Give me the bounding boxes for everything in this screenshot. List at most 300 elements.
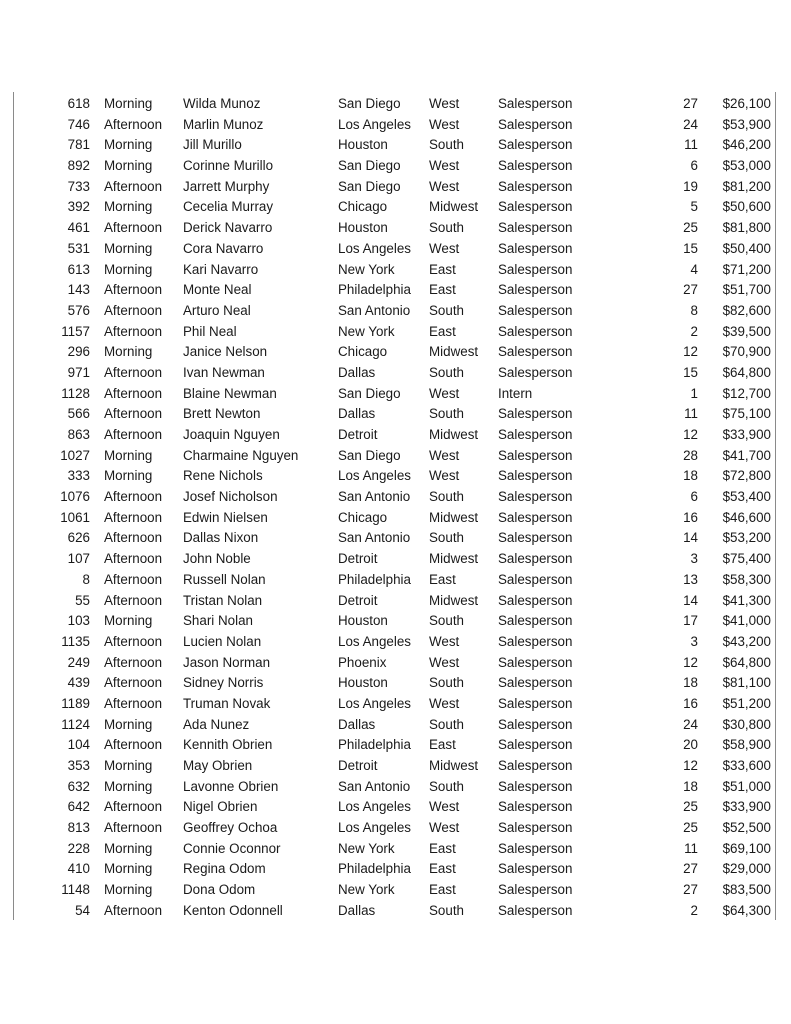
city-cell: Philadelphia xyxy=(338,861,411,877)
name-cell: Geoffrey Ochoa xyxy=(183,820,278,836)
salary-cell: $64,800 xyxy=(722,654,771,670)
table-row xyxy=(0,466,791,487)
name-cell: Connie Oconnor xyxy=(183,840,281,856)
years-cell: 14 xyxy=(683,530,698,546)
role-cell: Salesperson xyxy=(498,199,573,215)
years-cell: 11 xyxy=(684,406,698,422)
employee-id-cell: 566 xyxy=(67,406,90,422)
role-cell: Salesperson xyxy=(498,861,573,877)
employee-id-cell: 613 xyxy=(67,261,90,277)
employee-id-cell: 1061 xyxy=(60,509,90,525)
role-cell: Salesperson xyxy=(498,799,573,815)
salary-cell: $46,600 xyxy=(722,509,771,525)
shift-cell: Afternoon xyxy=(104,799,163,815)
years-cell: 3 xyxy=(690,551,698,567)
role-cell: Salesperson xyxy=(498,613,573,629)
shift-cell: Morning xyxy=(104,716,153,732)
role-cell: Salesperson xyxy=(498,675,573,691)
shift-cell: Morning xyxy=(104,840,153,856)
name-cell: Brett Newton xyxy=(183,406,261,422)
shift-cell: Morning xyxy=(104,468,153,484)
table-row xyxy=(0,280,791,301)
salary-cell: $83,500 xyxy=(722,882,771,898)
employee-id-cell: 107 xyxy=(67,551,90,567)
table-row xyxy=(0,135,791,156)
salary-cell: $33,900 xyxy=(722,427,771,442)
salary-cell: $64,800 xyxy=(722,364,771,380)
years-cell: 14 xyxy=(683,592,698,608)
role-cell: Salesperson xyxy=(498,551,573,567)
region-cell: South xyxy=(429,302,464,318)
role-cell: Salesperson xyxy=(498,447,573,463)
employee-id-cell: 1124 xyxy=(61,716,90,732)
employee-id-cell: 813 xyxy=(67,820,90,836)
role-cell: Salesperson xyxy=(498,344,573,360)
table-row xyxy=(0,156,791,177)
role-cell: Salesperson xyxy=(498,220,573,236)
city-cell: New York xyxy=(338,840,395,856)
salary-cell: $29,000 xyxy=(722,861,771,877)
salary-cell: $41,000 xyxy=(722,613,771,629)
table-row xyxy=(0,735,791,756)
shift-cell: Afternoon xyxy=(104,737,163,753)
salary-cell: $69,100 xyxy=(722,840,771,856)
table-row xyxy=(0,797,791,818)
city-cell: Dallas xyxy=(338,902,376,918)
region-cell: Midwest xyxy=(429,427,479,442)
employee-id-cell: 296 xyxy=(67,344,90,360)
city-cell: Houston xyxy=(338,137,388,153)
region-cell: West xyxy=(429,158,460,174)
region-cell: Midwest xyxy=(429,758,479,773)
shift-cell: Afternoon xyxy=(104,406,163,422)
employee-id-cell: 461 xyxy=(67,220,90,236)
city-cell: Chicago xyxy=(338,199,388,215)
employee-id-cell: 863 xyxy=(67,427,90,442)
years-cell: 25 xyxy=(683,820,698,836)
city-cell: Houston xyxy=(338,220,388,236)
salary-cell: $51,200 xyxy=(722,695,771,711)
salary-cell: $43,200 xyxy=(722,633,771,649)
name-cell: May Obrien xyxy=(183,758,253,773)
table-row xyxy=(0,839,791,860)
employee-id-cell: 103 xyxy=(67,613,90,629)
role-cell: Salesperson xyxy=(498,137,573,153)
years-cell: 19 xyxy=(683,178,698,194)
region-cell: Midwest xyxy=(429,199,479,215)
shift-cell: Morning xyxy=(104,447,153,463)
years-cell: 25 xyxy=(683,799,698,815)
city-cell: New York xyxy=(338,261,395,277)
city-cell: Los Angeles xyxy=(338,799,411,815)
role-cell: Salesperson xyxy=(498,633,573,649)
salary-cell: $58,300 xyxy=(722,571,771,587)
city-cell: Phoenix xyxy=(338,654,387,670)
years-cell: 11 xyxy=(684,840,698,856)
name-cell: Phil Neal xyxy=(183,323,237,339)
table-row xyxy=(0,363,791,384)
salary-cell: $81,200 xyxy=(722,178,771,194)
table-row xyxy=(0,859,791,880)
city-cell: Los Angeles xyxy=(338,820,411,836)
years-cell: 15 xyxy=(683,240,698,256)
name-cell: Shari Nolan xyxy=(183,613,253,629)
table-row xyxy=(0,487,791,508)
region-cell: South xyxy=(429,902,464,918)
name-cell: Lucien Nolan xyxy=(183,633,262,649)
city-cell: Houston xyxy=(338,675,388,691)
salary-cell: $12,700 xyxy=(722,385,771,401)
city-cell: Detroit xyxy=(338,592,378,608)
salary-cell: $52,500 xyxy=(722,820,771,836)
city-cell: Los Angeles xyxy=(338,695,411,711)
employee-id-cell: 1135 xyxy=(61,633,90,649)
region-cell: South xyxy=(429,613,464,629)
name-cell: Edwin Nielsen xyxy=(183,509,268,525)
region-cell: Midwest xyxy=(429,551,479,567)
employee-id-cell: 54 xyxy=(75,902,90,918)
years-cell: 6 xyxy=(690,158,698,174)
shift-cell: Morning xyxy=(104,158,153,174)
region-cell: West xyxy=(429,447,460,463)
salary-cell: $75,400 xyxy=(722,551,771,567)
table-row xyxy=(0,425,791,446)
city-cell: Los Angeles xyxy=(338,240,411,256)
role-cell: Salesperson xyxy=(498,840,573,856)
shift-cell: Afternoon xyxy=(104,633,163,649)
region-cell: South xyxy=(429,716,464,732)
region-cell: West xyxy=(429,820,460,836)
shift-cell: Morning xyxy=(104,344,153,360)
region-cell: West xyxy=(429,116,460,132)
employee-id-cell: 1148 xyxy=(61,882,90,898)
years-cell: 24 xyxy=(683,716,698,732)
region-cell: West xyxy=(429,385,460,401)
years-cell: 2 xyxy=(690,323,698,339)
salary-cell: $53,400 xyxy=(722,489,771,505)
region-cell: Midwest xyxy=(429,344,479,360)
table-row xyxy=(0,901,791,922)
name-cell: Cecelia Murray xyxy=(183,199,274,215)
employee-id-cell: 143 xyxy=(67,282,90,298)
role-cell: Salesperson xyxy=(498,902,573,918)
salary-cell: $71,200 xyxy=(722,261,771,277)
years-cell: 18 xyxy=(683,468,698,484)
years-cell: 12 xyxy=(683,654,698,670)
name-cell: Cora Navarro xyxy=(183,240,264,256)
role-cell: Salesperson xyxy=(498,654,573,670)
table-row xyxy=(0,446,791,467)
years-cell: 12 xyxy=(683,427,698,442)
years-cell: 1 xyxy=(690,385,698,401)
city-cell: Houston xyxy=(338,613,388,629)
city-cell: Detroit xyxy=(338,427,378,442)
role-cell: Salesperson xyxy=(498,530,573,546)
table-row xyxy=(0,197,791,218)
role-cell: Salesperson xyxy=(498,716,573,732)
name-cell: Truman Novak xyxy=(183,695,271,711)
table-row xyxy=(0,404,791,425)
name-cell: Kennith Obrien xyxy=(183,737,273,753)
years-cell: 20 xyxy=(683,737,698,753)
table-row xyxy=(0,115,791,136)
shift-cell: Morning xyxy=(104,261,153,277)
region-cell: East xyxy=(429,323,456,339)
salary-cell: $72,800 xyxy=(722,468,771,484)
role-cell: Salesperson xyxy=(498,96,573,111)
employee-id-cell: 642 xyxy=(67,799,90,815)
years-cell: 27 xyxy=(683,861,698,877)
city-cell: San Diego xyxy=(338,96,401,111)
employee-id-cell: 1189 xyxy=(61,695,90,711)
shift-cell: Morning xyxy=(104,137,153,153)
table-row xyxy=(0,301,791,322)
role-cell: Salesperson xyxy=(498,778,573,794)
city-cell: Detroit xyxy=(338,758,378,773)
shift-cell: Morning xyxy=(104,778,153,794)
name-cell: Wilda Munoz xyxy=(183,96,261,111)
region-cell: South xyxy=(429,137,464,153)
city-cell: San Diego xyxy=(338,178,401,194)
employee-id-cell: 410 xyxy=(67,861,90,877)
city-cell: San Diego xyxy=(338,447,401,463)
years-cell: 16 xyxy=(683,695,698,711)
employee-id-cell: 1157 xyxy=(61,323,90,339)
salary-cell: $30,800 xyxy=(722,716,771,732)
region-cell: West xyxy=(429,633,460,649)
employee-id-cell: 531 xyxy=(67,240,90,256)
region-cell: South xyxy=(429,364,464,380)
table-row xyxy=(0,94,791,115)
name-cell: Tristan Nolan xyxy=(183,592,263,608)
years-cell: 24 xyxy=(683,116,698,132)
employee-id-cell: 333 xyxy=(67,468,90,484)
employee-id-cell: 971 xyxy=(67,364,90,380)
region-cell: South xyxy=(429,675,464,691)
shift-cell: Afternoon xyxy=(104,364,163,380)
role-cell: Salesperson xyxy=(498,261,573,277)
salary-cell: $51,000 xyxy=(722,778,771,794)
region-cell: South xyxy=(429,530,464,546)
employee-id-cell: 8 xyxy=(82,571,90,587)
shift-cell: Afternoon xyxy=(104,530,163,546)
table-row xyxy=(0,260,791,281)
name-cell: Kenton Odonnell xyxy=(183,902,283,918)
role-cell: Salesperson xyxy=(498,571,573,587)
table-row xyxy=(0,715,791,736)
table-row xyxy=(0,653,791,674)
shift-cell: Afternoon xyxy=(104,675,163,691)
city-cell: San Antonio xyxy=(338,489,411,505)
salary-cell: $41,300 xyxy=(722,592,771,608)
years-cell: 17 xyxy=(683,613,698,629)
salary-cell: $64,300 xyxy=(722,902,771,918)
shift-cell: Afternoon xyxy=(104,571,163,587)
shift-cell: Afternoon xyxy=(104,592,163,608)
name-cell: Regina Odom xyxy=(183,861,266,877)
salary-cell: $33,600 xyxy=(722,758,771,773)
years-cell: 3 xyxy=(690,633,698,649)
city-cell: Los Angeles xyxy=(338,633,411,649)
city-cell: Chicago xyxy=(338,344,388,360)
name-cell: John Noble xyxy=(183,551,251,567)
table-row xyxy=(0,384,791,405)
shift-cell: Afternoon xyxy=(104,654,163,670)
region-cell: East xyxy=(429,882,456,898)
salary-cell: $51,700 xyxy=(722,282,771,298)
salary-cell: $26,100 xyxy=(722,96,771,111)
shift-cell: Afternoon xyxy=(104,820,163,836)
employee-id-cell: 249 xyxy=(67,654,90,670)
name-cell: Blaine Newman xyxy=(183,385,277,401)
employee-id-cell: 439 xyxy=(67,675,90,691)
city-cell: Chicago xyxy=(338,509,388,525)
employee-id-cell: 392 xyxy=(67,199,90,215)
city-cell: San Antonio xyxy=(338,302,411,318)
region-cell: West xyxy=(429,240,460,256)
salary-cell: $46,200 xyxy=(722,137,771,153)
shift-cell: Afternoon xyxy=(104,385,163,401)
name-cell: Lavonne Obrien xyxy=(183,778,279,794)
region-cell: West xyxy=(429,468,460,484)
employee-id-cell: 618 xyxy=(67,96,90,111)
name-cell: Janice Nelson xyxy=(183,344,268,360)
region-cell: Midwest xyxy=(429,509,479,525)
name-cell: Nigel Obrien xyxy=(183,799,258,815)
employee-id-cell: 781 xyxy=(67,137,90,153)
salary-cell: $33,900 xyxy=(722,799,771,815)
salary-cell: $81,800 xyxy=(722,220,771,236)
years-cell: 25 xyxy=(683,220,698,236)
role-cell: Intern xyxy=(498,385,533,401)
role-cell: Salesperson xyxy=(498,323,573,339)
years-cell: 6 xyxy=(690,489,698,505)
name-cell: Dona Odom xyxy=(183,882,256,898)
employee-id-cell: 576 xyxy=(67,302,90,318)
region-cell: East xyxy=(429,861,456,877)
salary-cell: $75,100 xyxy=(722,406,771,422)
city-cell: Dallas xyxy=(338,406,376,422)
salary-cell: $70,900 xyxy=(722,344,771,360)
table-row xyxy=(0,818,791,839)
city-cell: San Diego xyxy=(338,385,401,401)
role-cell: Salesperson xyxy=(498,406,573,422)
table-row xyxy=(0,694,791,715)
role-cell: Salesperson xyxy=(498,468,573,484)
region-cell: East xyxy=(429,571,456,587)
salary-cell: $58,900 xyxy=(722,737,771,753)
table-row xyxy=(0,756,791,777)
years-cell: 18 xyxy=(683,778,698,794)
shift-cell: Afternoon xyxy=(104,695,163,711)
employee-id-cell: 746 xyxy=(67,116,90,132)
city-cell: New York xyxy=(338,882,395,898)
region-cell: South xyxy=(429,220,464,236)
table-row xyxy=(0,570,791,591)
years-cell: 2 xyxy=(690,902,698,918)
role-cell: Salesperson xyxy=(498,427,573,442)
years-cell: 11 xyxy=(684,137,698,153)
employee-id-cell: 228 xyxy=(67,840,90,856)
years-cell: 27 xyxy=(683,282,698,298)
employee-id-cell: 1128 xyxy=(61,385,90,401)
shift-cell: Morning xyxy=(104,758,153,773)
city-cell: Los Angeles xyxy=(338,468,411,484)
role-cell: Salesperson xyxy=(498,695,573,711)
table-row xyxy=(0,777,791,798)
region-cell: West xyxy=(429,654,460,670)
role-cell: Salesperson xyxy=(498,116,573,132)
employee-id-cell: 733 xyxy=(67,178,90,194)
region-cell: East xyxy=(429,261,456,277)
city-cell: Dallas xyxy=(338,364,376,380)
city-cell: Philadelphia xyxy=(338,282,411,298)
table-row xyxy=(0,322,791,343)
role-cell: Salesperson xyxy=(498,302,573,318)
employee-id-cell: 632 xyxy=(67,778,90,794)
city-cell: San Antonio xyxy=(338,778,411,794)
table-row xyxy=(0,342,791,363)
name-cell: Charmaine Nguyen xyxy=(183,447,299,463)
table-row xyxy=(0,591,791,612)
salary-cell: $53,900 xyxy=(722,116,771,132)
shift-cell: Afternoon xyxy=(104,509,163,525)
region-cell: South xyxy=(429,778,464,794)
shift-cell: Afternoon xyxy=(104,220,163,236)
shift-cell: Afternoon xyxy=(104,178,163,194)
role-cell: Salesperson xyxy=(498,364,573,380)
years-cell: 16 xyxy=(683,509,698,525)
name-cell: Arturo Neal xyxy=(183,302,251,318)
region-cell: South xyxy=(429,489,464,505)
name-cell: Jill Murillo xyxy=(183,137,242,153)
salary-cell: $50,600 xyxy=(722,199,771,215)
region-cell: West xyxy=(429,695,460,711)
shift-cell: Afternoon xyxy=(104,302,163,318)
city-cell: Philadelphia xyxy=(338,737,411,753)
shift-cell: Afternoon xyxy=(104,282,163,298)
city-cell: San Antonio xyxy=(338,530,411,546)
role-cell: Salesperson xyxy=(498,737,573,753)
table-row xyxy=(0,549,791,570)
name-cell: Sidney Norris xyxy=(183,675,264,691)
years-cell: 28 xyxy=(683,447,698,463)
years-cell: 27 xyxy=(683,96,698,111)
role-cell: Salesperson xyxy=(498,592,573,608)
years-cell: 15 xyxy=(683,364,698,380)
name-cell: Ada Nunez xyxy=(183,716,250,732)
city-cell: San Diego xyxy=(338,158,401,174)
employee-id-cell: 353 xyxy=(67,758,90,773)
years-cell: 8 xyxy=(690,302,698,318)
employee-table xyxy=(0,94,791,922)
name-cell: Joaquin Nguyen xyxy=(183,427,280,442)
years-cell: 12 xyxy=(683,344,698,360)
city-cell: Philadelphia xyxy=(338,571,411,587)
region-cell: East xyxy=(429,282,456,298)
shift-cell: Morning xyxy=(104,96,153,111)
region-cell: West xyxy=(429,178,460,194)
region-cell: East xyxy=(429,840,456,856)
salary-cell: $53,000 xyxy=(722,158,771,174)
name-cell: Dallas Nixon xyxy=(183,530,259,546)
table-row xyxy=(0,177,791,198)
employee-id-cell: 892 xyxy=(67,158,90,174)
role-cell: Salesperson xyxy=(498,240,573,256)
name-cell: Russell Nolan xyxy=(183,571,266,587)
name-cell: Corinne Murillo xyxy=(183,158,274,174)
region-cell: South xyxy=(429,406,464,422)
